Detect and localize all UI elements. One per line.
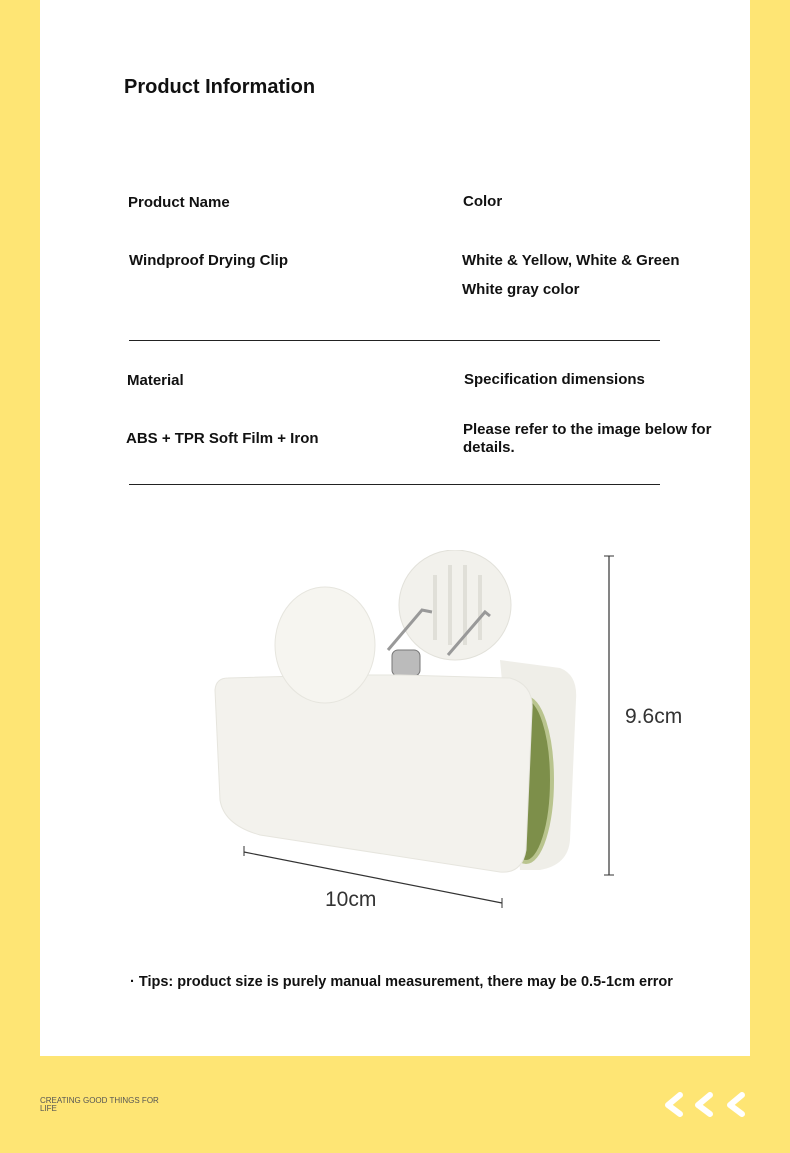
dimensions-label: Specification dimensions xyxy=(464,371,645,388)
width-dimension-label: 10cm xyxy=(325,888,377,911)
color-value-1: White & Yellow, White & Green xyxy=(462,252,680,269)
divider xyxy=(129,484,660,485)
color-label: Color xyxy=(463,193,503,210)
product-name-value: Windproof Drying Clip xyxy=(129,252,289,269)
page-title: Product Information xyxy=(124,76,316,98)
triple-chevron-left-icon xyxy=(660,1090,752,1120)
divider xyxy=(129,340,660,341)
height-dimension-label: 9.6cm xyxy=(625,705,683,728)
tips-note: · Tips: product size is purely manual measurement, there may be 0.5-1cm error xyxy=(130,974,673,990)
material-value: ABS + TPR Soft Film + Iron xyxy=(126,430,319,447)
color-value-2: White gray color xyxy=(462,281,580,298)
dimensions-value: Please refer to the image below for details. xyxy=(463,421,712,456)
clip-product-image xyxy=(200,550,620,910)
product-name-label: Product Name xyxy=(128,194,230,211)
footer-slogan: CREATING GOOD THINGS FOR LIFE xyxy=(40,1096,159,1113)
material-label: Material xyxy=(127,372,184,389)
